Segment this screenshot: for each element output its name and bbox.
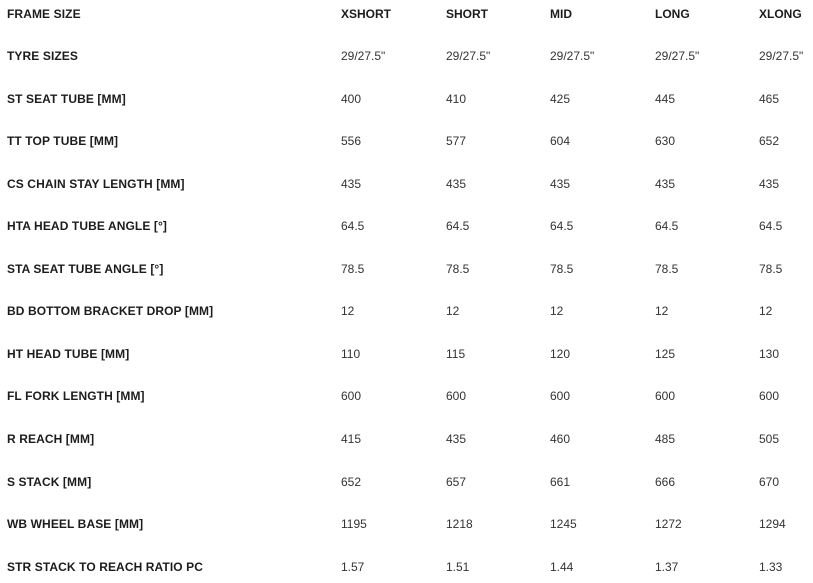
table-cell: 1245 — [550, 517, 577, 531]
table-cell: 652 — [759, 134, 780, 148]
table-cell: 415 — [341, 432, 362, 446]
table-cell: 400 — [341, 92, 362, 106]
table-row — [0, 259, 813, 279]
table-header-row — [0, 4, 813, 24]
table-cell: 460 — [550, 432, 571, 446]
table-cell: 435 — [550, 177, 571, 191]
table-cell: 64.5 — [341, 219, 365, 233]
table-cell: 12 — [655, 304, 669, 318]
row-label: STR STACK TO REACH RATIO PC — [7, 560, 204, 574]
table-cell: 1.51 — [446, 560, 470, 574]
size-header-short: SHORT — [446, 7, 488, 21]
table-cell: 64.5 — [550, 219, 574, 233]
table-cell: 29/27.5" — [341, 49, 386, 63]
table-row — [0, 344, 813, 364]
table-cell: 120 — [550, 347, 571, 361]
table-cell: 1.57 — [341, 560, 365, 574]
table-cell: 29/27.5" — [655, 49, 700, 63]
table-row — [0, 89, 813, 109]
row-label: HT HEAD TUBE [MM] — [7, 347, 130, 361]
row-label: BD BOTTOM BRACKET DROP [MM] — [7, 304, 214, 318]
table-cell: 1195 — [341, 517, 367, 531]
table-row — [0, 46, 813, 66]
size-header-xshort: XSHORT — [341, 7, 392, 21]
table-row — [0, 429, 813, 449]
row-label: HTA HEAD TUBE ANGLE [°] — [7, 219, 167, 233]
table-row — [0, 216, 813, 236]
table-cell: 1.37 — [655, 560, 679, 574]
table-cell: 600 — [550, 389, 571, 403]
table-cell: 12 — [446, 304, 460, 318]
table-cell: 435 — [655, 177, 676, 191]
table-cell: 435 — [446, 177, 467, 191]
table-cell: 410 — [446, 92, 467, 106]
table-cell: 12 — [759, 304, 773, 318]
table-cell: 78.5 — [655, 262, 679, 276]
table-cell: 435 — [446, 432, 467, 446]
table-cell: 670 — [759, 475, 780, 489]
table-cell: 600 — [446, 389, 467, 403]
table-cell: 445 — [655, 92, 676, 106]
row-label: CS CHAIN STAY LENGTH [MM] — [7, 177, 185, 191]
table-row — [0, 386, 813, 406]
table-cell: 577 — [446, 134, 467, 148]
table-cell: 435 — [341, 177, 362, 191]
table-cell: 12 — [341, 304, 355, 318]
table-row — [0, 301, 813, 321]
table-cell: 600 — [341, 389, 362, 403]
row-label: FL FORK LENGTH [MM] — [7, 389, 145, 403]
table-row — [0, 514, 813, 534]
table-cell: 630 — [655, 134, 676, 148]
table-cell: 505 — [759, 432, 780, 446]
table-cell: 600 — [759, 389, 780, 403]
table-cell: 29/27.5" — [446, 49, 491, 63]
row-label: STA SEAT TUBE ANGLE [°] — [7, 262, 164, 276]
table-cell: 110 — [341, 347, 361, 361]
table-cell: 1.44 — [550, 560, 574, 574]
table-cell: 1.33 — [759, 560, 783, 574]
size-header-mid: MID — [550, 7, 572, 21]
row-label: S STACK [MM] — [7, 475, 92, 489]
table-cell: 115 — [446, 347, 466, 361]
table-cell: 465 — [759, 92, 780, 106]
table-row — [0, 557, 813, 577]
table-row — [0, 174, 813, 194]
table-cell: 29/27.5" — [759, 49, 804, 63]
table-cell: 604 — [550, 134, 571, 148]
table-cell: 64.5 — [655, 219, 679, 233]
row-label: WB WHEEL BASE [MM] — [7, 517, 144, 531]
table-cell: 425 — [550, 92, 571, 106]
table-cell: 29/27.5" — [550, 49, 595, 63]
table-cell: 64.5 — [446, 219, 470, 233]
table-cell: 657 — [446, 475, 467, 489]
table-cell: 652 — [341, 475, 362, 489]
table-cell: 1272 — [655, 517, 682, 531]
table-cell: 435 — [759, 177, 780, 191]
row-label: ST SEAT TUBE [MM] — [7, 92, 126, 106]
size-header-xlong: XLONG — [759, 7, 802, 21]
table-cell: 556 — [341, 134, 362, 148]
table-cell: 1218 — [446, 517, 473, 531]
table-cell: 78.5 — [759, 262, 783, 276]
table-cell: 1294 — [759, 517, 786, 531]
table-cell: 78.5 — [550, 262, 574, 276]
table-cell: 64.5 — [759, 219, 783, 233]
table-cell: 78.5 — [341, 262, 365, 276]
table-cell: 661 — [550, 475, 571, 489]
row-label: TT TOP TUBE [MM] — [7, 134, 119, 148]
size-header-long: LONG — [655, 7, 690, 21]
row-label: TYRE SIZES — [7, 49, 79, 63]
table-cell: 600 — [655, 389, 676, 403]
table-cell: 12 — [550, 304, 564, 318]
frame-size-header: FRAME SIZE — [7, 7, 81, 21]
table-row — [0, 472, 813, 492]
table-cell: 130 — [759, 347, 780, 361]
table-cell: 485 — [655, 432, 676, 446]
table-cell: 666 — [655, 475, 676, 489]
table-cell: 78.5 — [446, 262, 470, 276]
row-label: R REACH [MM] — [7, 432, 95, 446]
table-cell: 125 — [655, 347, 676, 361]
table-row — [0, 131, 813, 151]
